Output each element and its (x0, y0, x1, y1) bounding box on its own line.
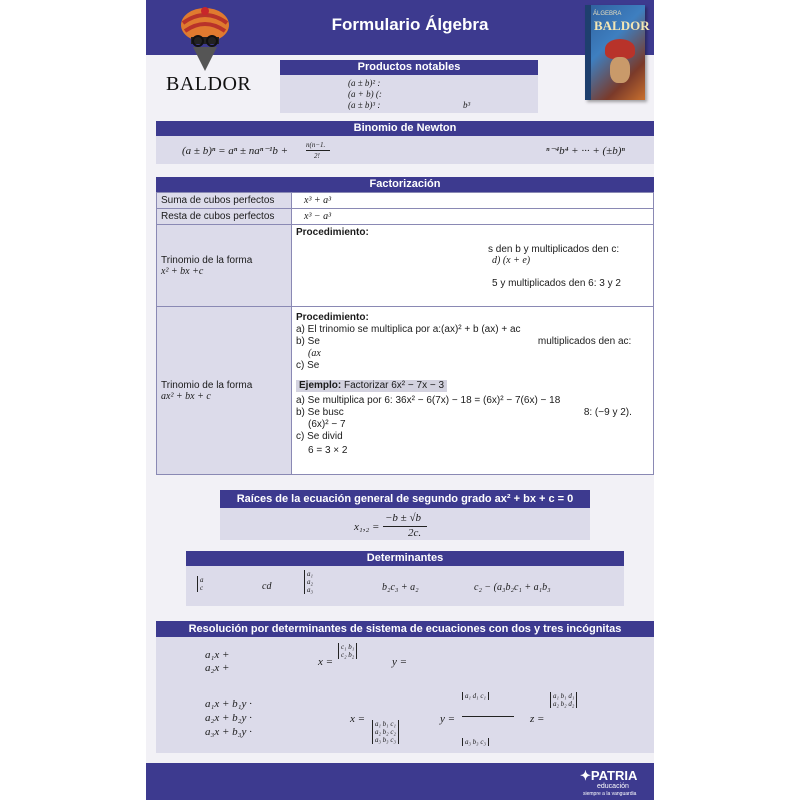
newton-formula-right: ⁿ⁻⁴b⁴ + ··· + (±b)ⁿ (546, 145, 625, 157)
book-spine (585, 5, 591, 100)
two-x-eq: x = (318, 656, 334, 668)
trinomio2-proc-b: b) Se (296, 336, 320, 347)
page-title: Formulario Álgebra (331, 15, 489, 34)
book-title: BALDOR (594, 18, 650, 33)
newton-header: Binomio de Newton (156, 121, 654, 136)
trinomio1-line-c: 5 y multiplicados den 6: 3 y 2 (492, 278, 621, 289)
three-x-eq: x = (350, 713, 366, 725)
trinomio2-ex-b2: (6x)² − 7 (308, 419, 346, 430)
resolucion-header: Resolución por determinantes de sistema de ecuaciones con dos y tres incógnitas (156, 621, 654, 637)
book-cover-image (585, 5, 650, 100)
trinomio2-label (157, 307, 292, 475)
baldor-logo-text: BALDOR (166, 73, 252, 95)
trinomio2-proc-cell (292, 307, 654, 475)
book-series: ÁLGEBRA (593, 11, 622, 17)
trinomio2-ex-b-row (296, 407, 649, 419)
two-x-matrix (338, 643, 357, 659)
table-row (157, 307, 654, 475)
trinomio2-ex-c: c) Se divid (296, 431, 343, 442)
trinomio2-proc-b-tail: multiplicados den ac: (537, 336, 632, 347)
three-z-num-matrix (550, 692, 577, 708)
trinomio2-ex-c2: 6 = 3 × 2 (308, 445, 348, 456)
trinomio2-label-text: Trinomio de la forma (161, 379, 253, 391)
row-value-resta: x³ − a³ (304, 211, 332, 222)
det-m3: a₃ (307, 586, 313, 594)
trinomio1-label-form: x² + bx +c (161, 265, 204, 277)
det-expr2: c₂ − (a₃b₂c₁ + a₁b₃ (474, 582, 551, 593)
three-x-den-3: a₃ b₃ c₃ (375, 736, 396, 744)
two-eq-2: a₂x + (205, 662, 230, 674)
trinomio2-ex-b: b) Se busc (296, 407, 344, 418)
raices-header: Raíces de la ecuación general de segundo grado ax² + bx + c = 0 (220, 490, 590, 508)
producto-line-1: (a ± b)² : (348, 78, 381, 88)
three-y-den-1: a₃ b₃ c₃ (465, 738, 486, 746)
det-m2: a₂ (307, 578, 313, 586)
newton-frac-den: 2! (314, 152, 320, 160)
trinomio1-proc-cell (292, 225, 654, 307)
three-y-den-matrix (462, 738, 489, 746)
trinomio2-label-form: ax² + bx + c (161, 390, 211, 402)
trinomio2-proc-b-row (296, 336, 649, 348)
factorizacion-table (156, 192, 654, 475)
newton-frac-num: n(n−1. (306, 141, 326, 149)
table-row (157, 225, 654, 307)
productos-header: Productos notables (280, 60, 538, 75)
row-label-suma: Suma de cubos perfectos (157, 193, 292, 209)
book-portrait-icon (610, 57, 630, 83)
productos-panel (280, 75, 538, 113)
three-z-eq: z = (530, 713, 545, 725)
two-eq-1: a₁x + (205, 649, 230, 661)
patria-star-icon: ✦ (580, 768, 591, 783)
row-value-cell (292, 193, 654, 209)
patria-brand-sub: educación (597, 783, 629, 790)
trinomio2-example (296, 380, 649, 392)
patria-tagline: siempre a la vanguardia (583, 791, 637, 797)
row-value-suma: x³ + a³ (304, 195, 332, 206)
three-x-den-matrix (372, 720, 399, 744)
det-cd: cd (262, 581, 272, 592)
producto-line-3: (a ± b)³ : (348, 100, 381, 110)
trinomio2-proc-c: c) Se (296, 360, 320, 371)
table-row (157, 193, 654, 209)
newton-frac-line (306, 150, 330, 151)
three-z-num-2: a₂ b₂ d₂ (553, 700, 575, 708)
trinomio2-ex-a: a) Se multiplica por 6: 36x² − 6(7x) − 18 = (6x)² − 7(6x) − 18 (296, 395, 561, 406)
det-left-c: c (200, 584, 204, 592)
producto-line-2: (a + b) (: (348, 89, 382, 99)
trinomio1-proc-title: Procedimiento: (296, 227, 369, 238)
raices-den: 2c. (408, 527, 422, 539)
three-eq-3: a₃x + b₃y · (205, 726, 252, 738)
trinomio2-proc-b2: (ax (308, 348, 321, 359)
raices-lhs: x₁,₂ = (354, 521, 380, 533)
trinomio2-proc-title: Procedimiento: (296, 312, 369, 323)
det-expr1: b₂c₃ + a₂ (382, 582, 419, 593)
trinomio1-line-b: d) (x + e) (492, 255, 531, 266)
row-label-resta: Resta de cubos perfectos (157, 209, 292, 225)
book-turban-icon (605, 39, 635, 59)
raices-num: −b ± √b (385, 512, 421, 524)
row-value-cell (292, 209, 654, 225)
det-m1: a₁ (307, 570, 313, 578)
example-text: Factorizar 6x² − 7x − 3 (344, 380, 445, 391)
producto-tail: b³ (463, 100, 471, 110)
footer-band (146, 763, 654, 800)
trinomio2-example-label (296, 380, 447, 392)
three-x-den-2: a₂ b₂ c₂ (375, 728, 396, 736)
three-eq-2: a₂x + b₂y · (205, 712, 252, 724)
det-3x3-matrix (304, 570, 315, 594)
trinomio2-ex-b-tail: 8: (−9 y 2). (583, 407, 632, 418)
two-y-eq: y = (392, 656, 408, 668)
two-x-num-2: c₂ b₂ (341, 651, 355, 659)
trinomio2-proc-a: a) El trinomio se multiplica por a:(ax)² + b (ax) + ac (296, 324, 521, 335)
three-y-num-matrix (462, 692, 489, 700)
newton-formula-left: (a ± b)ⁿ = aⁿ ± naⁿ⁻¹b + (182, 145, 288, 157)
determinantes-header: Determinantes (186, 551, 624, 566)
trinomio1-label (157, 225, 292, 307)
det-left-matrix (197, 576, 206, 592)
patria-logo (580, 768, 637, 784)
patria-brand: PATRIA (590, 768, 638, 783)
factorizacion-header: Factorización (156, 177, 654, 192)
trinomio1-line-a: s den b y multiplicados den c: (488, 244, 620, 255)
three-y-frac-line (462, 716, 514, 717)
trinomio1-label-text: Trinomio de la forma (161, 254, 253, 266)
three-z-num-1: a₁ b₁ d₁ (553, 692, 575, 700)
det-left-a: a (200, 576, 204, 584)
three-y-num-1: a₁ d₁ c₁ (465, 692, 486, 700)
table-row (157, 209, 654, 225)
example-title: Ejemplo: (299, 380, 342, 391)
three-y-eq: y = (440, 713, 456, 725)
three-eq-1: a₁x + b₁y · (205, 698, 252, 710)
three-x-den-1: a₁ b₁ c₁ (375, 720, 396, 728)
two-x-num-1: c₁ b₁ (341, 643, 355, 651)
